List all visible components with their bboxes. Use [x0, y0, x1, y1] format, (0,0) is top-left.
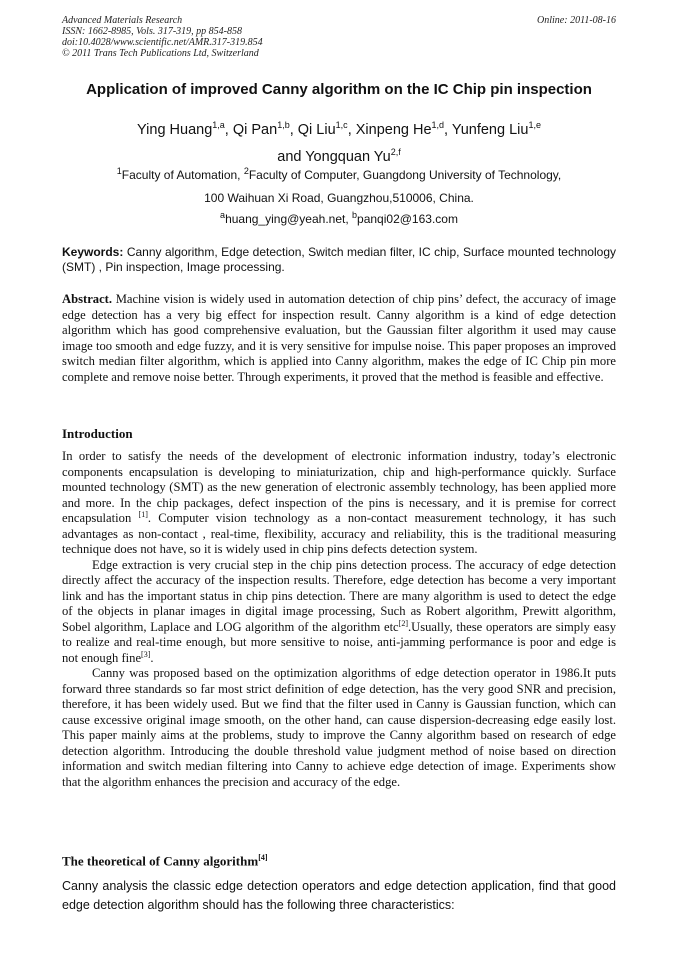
copyright: © 2011 Trans Tech Publications Ltd, Switzerland	[62, 48, 259, 59]
journal-header	[62, 15, 616, 59]
author-name: Qi Pan	[232, 121, 278, 138]
author-affiliation-mark: 1,c	[335, 120, 348, 130]
doi: doi:10.4028/www.scientific.net/AMR.317-319.854	[62, 37, 263, 48]
author-name: Ying Huang	[137, 121, 213, 138]
email-link[interactable]: panqi02@163.com	[357, 212, 458, 226]
author-emails: $^a$huang_ying@yeah.net, $^b$panqi02@163.com	[220, 210, 458, 226]
keywords-label: Keywords:	[62, 245, 124, 259]
author-name: Yongquan Yu	[305, 148, 391, 165]
keywords-text: Canny algorithm, Edge detection, Switch median filter, IC chip, Surface mounted technology (SMT) , Pin inspection, Image processing.	[62, 245, 616, 274]
abstract-section	[62, 292, 616, 385]
abstract-label: Abstract.	[62, 292, 113, 306]
introduction-heading: Introduction	[62, 426, 133, 441]
abstract-text: Machine vision is widely used in automation detection of chip pins’ defect, the accuracy of image edge detection has a very big effect for inspection result. Canny algorithm is a kind of edge detection algorithm which has good comprehensive evaluation, but the Gaussian filter algorithm it used may cause image too smooth and edge fuzzy, and it is very sensitive for impulse noise. This paper proposes an improved switch median filter algorithm, which is applied into Canny algorithm, makes the edge of IC Chip pin more complete and remove noise better. Through experiments, it proved that the method is feasible and effective.	[62, 292, 616, 384]
citation: [4]	[258, 853, 268, 862]
affiliation-address: 100 Waihuan Xi Road, Guangzhou,510006, China.	[204, 191, 474, 205]
paragraph: In order to satisfy the needs of the development of electronic information industry, today’s electronic components encapsulation is developing to miniaturization, chip and high-performance quickly. Surface mounted technology (SMT) as the new generation of electronic assembly technology, has been applied more and more. In the chip packages, defect inspection of the pins is necessary, and it is premise for correct encapsulation [1]. Computer vision technology as a non-contact measurement technology, it has such advantages as non-contact , real-time, flexibility, accuracy and reliability, this is the traditional measuring technique does not have, so it is widely used in chip pins defects detection system.	[62, 449, 616, 556]
affiliation-line: $^1$Faculty of Automation, $^2$Faculty of Computer, Guangdong University of Technology,	[116, 166, 562, 182]
issn: ISSN: 1662-8985, Vols. 317-319, pp 854-858	[62, 26, 242, 37]
theory-body: Canny analysis the classic edge detection operators and edge detection application, find that good edge detection algorithm should has the following three characteristics:	[62, 879, 616, 912]
keywords-section	[62, 245, 616, 274]
paragraph: Edge extraction is very crucial step in the chip pins detection process. The accuracy of edge detection directly affect the accuracy of the inspection results. Therefore, edge detection has become a very important link and has the important status in chip pins detection. There are many algorithm is used to detect the edge of the objects in planar images in digital image processing, Such as Robert algorithm, Prewitt algorithm, Sobel algorithm, Laplace and LOG algorithm of the algorithm etc[2].Usually, these operators are simply easy to realize and real-time enough, but more sensitive to noise, anti-jamming performance is poor and edge is not enough fine[3].	[62, 557, 616, 665]
online-date: Online: 2011-08-16	[537, 15, 616, 26]
citation: [3]	[141, 649, 151, 659]
author-name: Xinpeng He	[355, 121, 432, 138]
author-name: Qi Liu	[297, 121, 336, 138]
author-affiliation-mark: 1,b	[277, 120, 290, 130]
citation: [2]	[398, 618, 408, 628]
theory-heading: The theoretical of Canny algorithm[4]	[62, 853, 268, 869]
introduction-body	[62, 449, 616, 790]
author-list: Ying Huang$^{1,a}$, Qi Pan$^{1,b}$, Qi Liu$^{1,c}$, Xinpeng He$^{1,d}$, Yunfeng Liu$^{1,e}$ and Yongquan Yu$^{2,f}$	[137, 120, 541, 165]
author-name: Yunfeng Liu	[451, 121, 529, 138]
citation: [1]	[138, 509, 148, 519]
author-affiliation-mark: 1,e	[528, 120, 541, 130]
journal-name: Advanced Materials Research	[62, 15, 183, 26]
email-link[interactable]: huang_ying@yeah.net,	[225, 212, 353, 226]
author-affiliation-mark: 1,d	[431, 120, 445, 130]
paragraph: Canny was proposed based on the optimization algorithms of edge detection operator in 1986.It puts forward three standards so far most strict definition of edge detection, has the very good SNR and precision, therefore, it has been widely used. But we find that the filter used in Canny is Gaussian function, which can cause excessive original image smooth, on the other hand, can cause dispersion-decreasing edge easily lost. This paper mainly aims at the problems, study to improve the Canny algorithm based on research of edge detection algorithm. Introducing the double threshold value judgment method of noise based on direction information and switch median filtering into Canny to achieve edge detection of image. Experiments show that the algorithm enhances the precision and accuracy of the edge.	[62, 666, 616, 789]
author-affiliation-mark: 1,a	[212, 120, 225, 130]
author-affiliation-mark: 2,f	[390, 146, 401, 157]
paper-title: Application of improved Canny algorithm on the IC Chip pin inspection	[86, 81, 592, 98]
